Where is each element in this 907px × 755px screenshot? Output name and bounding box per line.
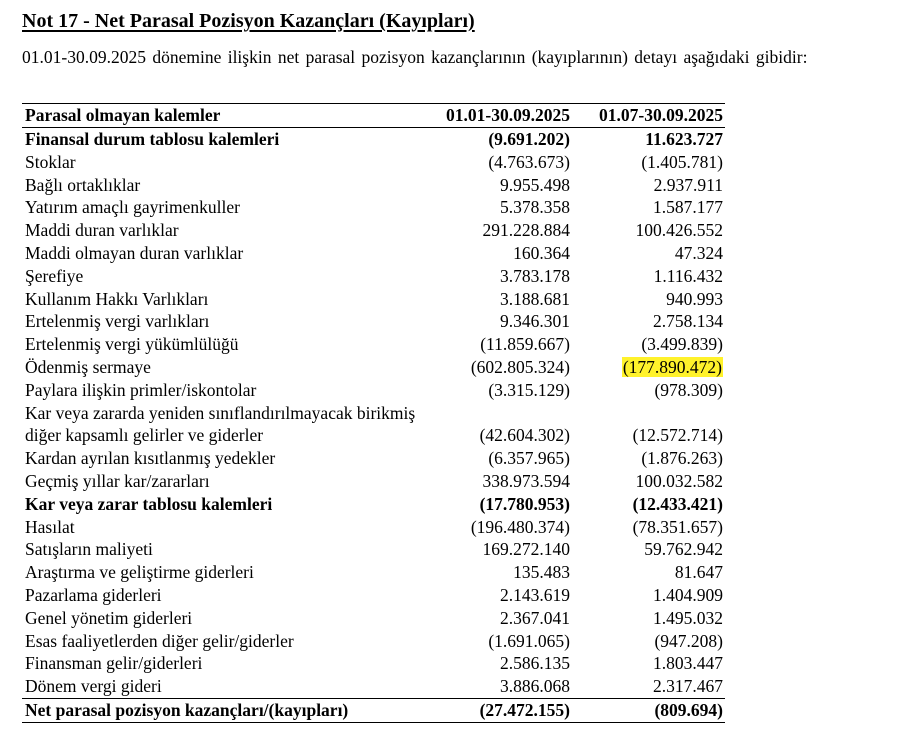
table-row (22, 356, 725, 379)
row-value-9m: 2.586.135 (500, 653, 570, 674)
row-value-9m: 5.378.358 (500, 197, 570, 218)
row-value-3m: 59.762.942 (644, 539, 723, 560)
row-label: Ertelenmiş vergi yükümlülüğü (25, 334, 239, 355)
table-row (22, 470, 725, 493)
table-row (22, 174, 725, 197)
row-value-9m: (196.480.374) (470, 516, 570, 537)
row-label: Pazarlama giderleri (25, 584, 162, 605)
table-row (22, 151, 725, 174)
row-value-9m: (11.859.667) (480, 334, 570, 355)
row-label: Paylara ilişkin primler/iskontolar (25, 379, 257, 400)
row-value-9m: 9.346.301 (500, 311, 570, 332)
table-section-row (22, 493, 725, 516)
row-value-3m: 940.993 (666, 288, 723, 309)
table-row (22, 333, 725, 356)
row-value-9m: 3.188.681 (500, 288, 570, 309)
row-value-3m: 1.803.447 (653, 653, 723, 674)
row-value-9m: 9.955.498 (500, 174, 570, 195)
row-label: Araştırma ve geliştirme giderleri (25, 562, 254, 583)
row-value-3m: 100.032.582 (635, 470, 723, 491)
table-row (22, 265, 725, 288)
table-header-row (22, 104, 725, 128)
row-value-3m: 2.758.134 (653, 311, 723, 332)
row-value-9m: 2.143.619 (500, 584, 570, 605)
row-value-3m: 1.116.432 (653, 265, 723, 286)
row-label: Dönem vergi gideri (25, 676, 162, 697)
row-value-3m: 1.495.032 (653, 607, 723, 628)
intro-paragraph: 01.01-30.09.2025 dönemine ilişkin net parasal pozisyon kazançlarının (kayıplarının) detayı aşağıdaki gibidir: (22, 47, 808, 67)
row-label: Genel yönetim giderleri (25, 607, 193, 628)
table-row (22, 584, 725, 607)
header-period-3m: 01.07-30.09.2025 (572, 104, 725, 128)
net-monetary-position-table (22, 103, 725, 723)
table-row (22, 630, 725, 653)
row-label: Kardan ayrılan kısıtlanmış yedekler (25, 448, 276, 469)
table-row (22, 447, 725, 470)
row-value-9m: (602.805.324) (470, 356, 570, 377)
total-row (22, 698, 725, 722)
row-value-9m: 3.886.068 (500, 676, 570, 697)
row-value-3m: 1.404.909 (653, 584, 723, 605)
row-value-9m: (4.763.673) (488, 151, 570, 172)
row-value-3m: (12.433.421) (632, 493, 723, 514)
row-value-3m: (978.309) (654, 379, 723, 400)
table-row (22, 219, 725, 242)
table-row (22, 607, 725, 630)
row-label: Kar veya zararda yeniden sınıflandırılmayacak birikmiş diğer kapsamlı gelirler ve giderler (25, 402, 416, 446)
table-row (22, 675, 725, 698)
row-value-9m: 169.272.140 (482, 539, 570, 560)
row-value-3m: (1.405.781) (641, 151, 723, 172)
row-value-3m: 1.587.177 (653, 197, 723, 218)
row-value-3m: 2.937.911 (653, 174, 723, 195)
row-value-9m: (9.691.202) (488, 129, 570, 149)
row-value-3m: 81.647 (674, 562, 723, 583)
row-value-9m: 3.783.178 (500, 265, 570, 286)
total-label: Net parasal pozisyon kazançları/(kayıpları) (22, 698, 419, 722)
row-label: Finansman gelir/giderleri (25, 653, 203, 674)
row-value-9m: 2.367.041 (500, 607, 570, 628)
row-value-3m-highlighted (572, 356, 725, 379)
table-row (22, 310, 725, 333)
row-value-9m: 338.973.594 (482, 470, 570, 491)
row-value-3m: (947.208) (654, 630, 723, 651)
row-label: Kullanım Hakkı Varlıkları (25, 288, 209, 309)
table-body (22, 128, 725, 699)
row-value-9m: (1.691.065) (488, 630, 570, 651)
row-value-9m: 160.364 (513, 242, 570, 263)
table-row (22, 196, 725, 219)
row-value-9m: (42.604.302) (479, 425, 570, 446)
row-value-9m: 291.228.884 (482, 220, 570, 241)
row-label: Kar veya zarar tablosu kalemleri (25, 493, 273, 514)
table-row (22, 652, 725, 675)
row-value-3m: 47.324 (674, 242, 723, 263)
row-value-3m: 11.623.727 (645, 129, 723, 149)
row-label: Maddi duran varlıklar (25, 220, 179, 241)
highlight-mark: (177.890.472) (622, 356, 722, 377)
row-value-3m: 2.317.467 (653, 676, 723, 697)
table-row (22, 288, 725, 311)
row-label: Finansal durum tablosu kalemleri (25, 129, 280, 149)
table-row (22, 379, 725, 402)
row-label: Maddi olmayan duran varlıklar (25, 242, 244, 263)
row-value-3m: (12.572.714) (632, 425, 723, 446)
row-label: Bağlı ortaklıklar (25, 174, 141, 195)
row-label: Ödenmiş sermaye (25, 356, 151, 377)
row-label: Ertelenmiş vergi varlıkları (25, 311, 210, 332)
row-label: Geçmiş yıllar kar/zararları (25, 470, 210, 491)
table-row (22, 242, 725, 265)
row-value-9m: 135.483 (513, 562, 570, 583)
row-value-3m: 100.426.552 (635, 220, 723, 241)
header-items: Parasal olmayan kalemler (22, 104, 419, 128)
table-row (22, 402, 725, 448)
row-label: Şerefiye (25, 265, 84, 286)
total-value-9m: (27.472.155) (419, 698, 572, 722)
table-section-row (22, 128, 725, 151)
row-label: Esas faaliyetlerden diğer gelir/giderler (25, 630, 294, 651)
table-row (22, 516, 725, 539)
row-value-3m: (3.499.839) (641, 334, 723, 355)
row-value-9m: (6.357.965) (488, 448, 570, 469)
row-value-9m: (3.315.129) (488, 379, 570, 400)
row-label: Yatırım amaçlı gayrimenkuller (25, 197, 240, 218)
table-row (22, 538, 725, 561)
row-label: Stoklar (25, 151, 76, 172)
row-label: Hasılat (25, 516, 75, 537)
row-label: Satışların maliyeti (25, 539, 153, 560)
row-value-3m: (1.876.263) (641, 448, 723, 469)
row-value-3m: (78.351.657) (632, 516, 723, 537)
total-value-3m: (809.694) (572, 698, 725, 722)
note-title: Not 17 - Net Parasal Pozisyon Kazançları (Kayıpları) (22, 10, 475, 32)
header-period-9m: 01.01-30.09.2025 (419, 104, 572, 128)
table-row (22, 561, 725, 584)
row-value-9m: (17.780.953) (479, 493, 570, 514)
